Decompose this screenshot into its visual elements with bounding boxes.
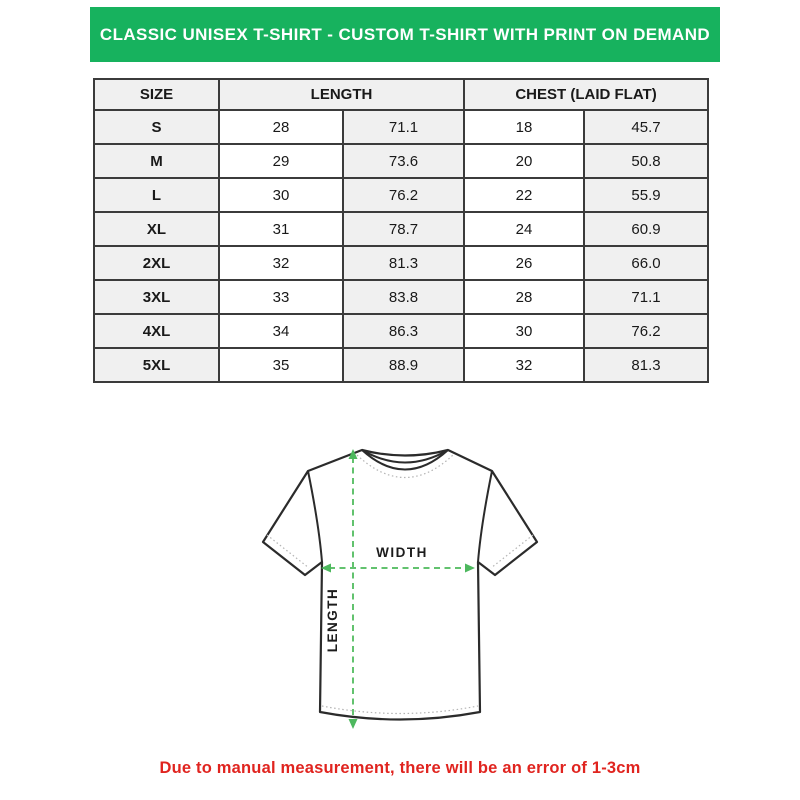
cell-length-in: 34 bbox=[219, 314, 343, 348]
cell-length-cm: 83.8 bbox=[343, 280, 464, 314]
cell-size: M bbox=[94, 144, 219, 178]
col-header-length: LENGTH bbox=[219, 79, 464, 110]
cell-length-in: 32 bbox=[219, 246, 343, 280]
cell-length-cm: 76.2 bbox=[343, 178, 464, 212]
table-row bbox=[94, 178, 708, 212]
cell-chest-cm: 60.9 bbox=[584, 212, 708, 246]
cell-length-cm: 86.3 bbox=[343, 314, 464, 348]
cell-chest-in: 32 bbox=[464, 348, 584, 382]
cell-length-cm: 88.9 bbox=[343, 348, 464, 382]
page-title: CLASSIC UNISEX T-SHIRT - CUSTOM T-SHIRT WITH PRINT ON DEMAND bbox=[99, 24, 711, 44]
width-label: WIDTH bbox=[376, 545, 428, 560]
tshirt-measurement-diagram bbox=[240, 430, 560, 750]
cell-length-in: 29 bbox=[219, 144, 343, 178]
cell-length-cm: 73.6 bbox=[343, 144, 464, 178]
cell-chest-cm: 50.8 bbox=[584, 144, 708, 178]
table-row bbox=[94, 144, 708, 178]
cell-length-in: 28 bbox=[219, 110, 343, 144]
cell-size: XL bbox=[94, 212, 219, 246]
cell-length-in: 33 bbox=[219, 280, 343, 314]
tshirt-outline-drawing bbox=[240, 430, 560, 750]
cell-size: L bbox=[94, 178, 219, 212]
table-row bbox=[94, 246, 708, 280]
length-label: LENGTH bbox=[325, 587, 340, 653]
col-header-chest: CHEST (LAID FLAT) bbox=[464, 79, 708, 110]
cell-chest-in: 26 bbox=[464, 246, 584, 280]
cell-chest-cm: 55.9 bbox=[584, 178, 708, 212]
cell-size: S bbox=[94, 110, 219, 144]
cell-chest-cm: 71.1 bbox=[584, 280, 708, 314]
table-row bbox=[94, 212, 708, 246]
cell-size: 4XL bbox=[94, 314, 219, 348]
table-header-row bbox=[94, 79, 708, 110]
cell-length-cm: 81.3 bbox=[343, 246, 464, 280]
cell-chest-in: 28 bbox=[464, 280, 584, 314]
table-row bbox=[94, 314, 708, 348]
measurement-error-note: Due to manual measurement, there will be an error of 1-3cm bbox=[159, 759, 641, 777]
cell-length-in: 30 bbox=[219, 178, 343, 212]
col-header-size: SIZE bbox=[94, 79, 219, 110]
cell-length-in: 31 bbox=[219, 212, 343, 246]
cell-length-in: 35 bbox=[219, 348, 343, 382]
cell-chest-cm: 76.2 bbox=[584, 314, 708, 348]
cell-chest-in: 30 bbox=[464, 314, 584, 348]
cell-chest-in: 24 bbox=[464, 212, 584, 246]
cell-length-cm: 71.1 bbox=[343, 110, 464, 144]
cell-chest-cm: 81.3 bbox=[584, 348, 708, 382]
cell-length-cm: 78.7 bbox=[343, 212, 464, 246]
cell-size: 5XL bbox=[94, 348, 219, 382]
table-row bbox=[94, 280, 708, 314]
cell-size: 2XL bbox=[94, 246, 219, 280]
title-banner bbox=[90, 7, 720, 62]
table-row bbox=[94, 110, 708, 144]
cell-chest-cm: 66.0 bbox=[584, 246, 708, 280]
table-row bbox=[94, 348, 708, 382]
cell-chest-in: 18 bbox=[464, 110, 584, 144]
cell-chest-in: 20 bbox=[464, 144, 584, 178]
cell-size: 3XL bbox=[94, 280, 219, 314]
size-chart-table bbox=[93, 78, 709, 383]
cell-chest-in: 22 bbox=[464, 178, 584, 212]
cell-chest-cm: 45.7 bbox=[584, 110, 708, 144]
